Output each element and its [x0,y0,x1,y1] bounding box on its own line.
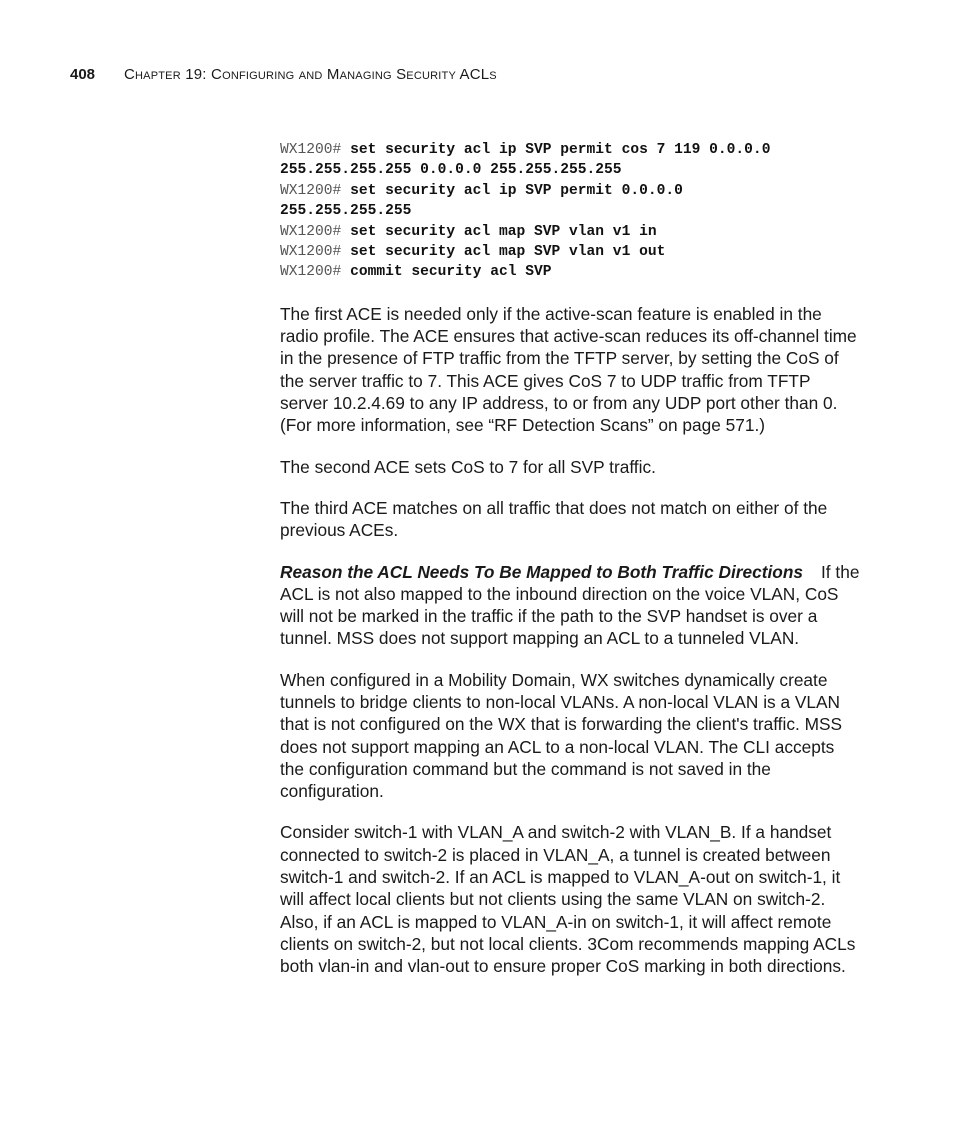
cli-prompt: WX1200# [280,142,342,158]
code-line [280,160,860,180]
cli-prompt: WX1200# [280,264,342,281]
paragraph-example: Consider switch-1 with VLAN_A and switch-2 with VLAN_B. If a handset connected to switch-2 is placed in VLAN_A, a tunnel is created between switch-1 and switch-2. If an ACL is mapped to VLAN_A-out on switch-1, it will affect local clients but not clients using the same VLAN on switch-2. Also, if an ACL is mapped to VLAN_A-in on switch-1, it will affect remote clients on switch-2, but not local clients. 3Com recommends mapping ACLs both vlan-in and vlan-out to ensure proper CoS marking in both directions. [280,822,856,977]
code-line [280,222,860,242]
paragraph-third-ace: The third ACE matches on all traffic that does not match on either of the previous ACEs. [280,497,828,541]
cli-command: set security acl map SVP vlan v1 out [350,244,666,261]
code-line [280,181,860,201]
code-line [280,262,860,282]
paragraph-reason [280,561,860,650]
run-in-heading: Reason the ACL Needs To Be Mapped to Both Traffic Directions [280,561,803,582]
page-header [70,66,497,83]
cli-command: set security acl ip SVP permit 0.0.0.0 [350,182,683,199]
cli-command: set security acl map SVP vlan v1 in [350,223,657,240]
cli-prompt: WX1200# [280,244,342,261]
cli-prompt: WX1200# [280,182,342,199]
paragraph-reason-text: If the ACL is not also mapped to the inbound direction on the voice VLAN, CoS will not be marked in the traffic if the path to the SVP handset is over a tunnel. MSS does not support mapping an ACL to a tunneled VLAN. [280,561,860,649]
chapter-title: Chapter 19: Configuring and Managing Security ACLs [124,66,497,83]
code-line [280,201,860,221]
cli-code-block [280,140,860,283]
code-line [280,242,860,262]
paragraph-mobility-domain: When configured in a Mobility Domain, WX switches dynamically create tunnels to bridge clients to non-local VLANs. A non-local VLAN is a VLAN that is not configured on the WX that is forwarding the client's traffic. MSS does not support mapping an ACL to a non-local VLAN. The CLI accepts the configuration command but the command is not saved in the configuration. [280,669,843,802]
paragraph-second-ace: The second ACE sets CoS to 7 for all SVP traffic. [280,456,656,477]
cli-command: 255.255.255.255 0.0.0.0 255.255.255.255 [280,162,622,179]
cli-command: 255.255.255.255 [280,203,412,220]
cli-command: set security acl ip SVP permit cos 7 119 0.0.0.0 [350,142,771,158]
cli-command: commit security acl SVP [350,264,552,281]
page-body [280,140,860,997]
paragraph-first-ace: The first ACE is needed only if the active-scan feature is enabled in the radio profile. The ACE ensures that active-scan reduces its off-channel time in the presence of FTP traffic from the TFTP server, by setting the CoS of the server traffic to 7. This ACE gives CoS 7 to UDP traffic from TFTP server 10.2.4.69 to any IP address, to or from any UDP port other than 0. (For more information, see “RF Detection Scans” on page 571.) [280,303,857,436]
cli-prompt: WX1200# [280,223,342,240]
code-line [280,140,860,160]
page-number: 408 [70,66,96,83]
